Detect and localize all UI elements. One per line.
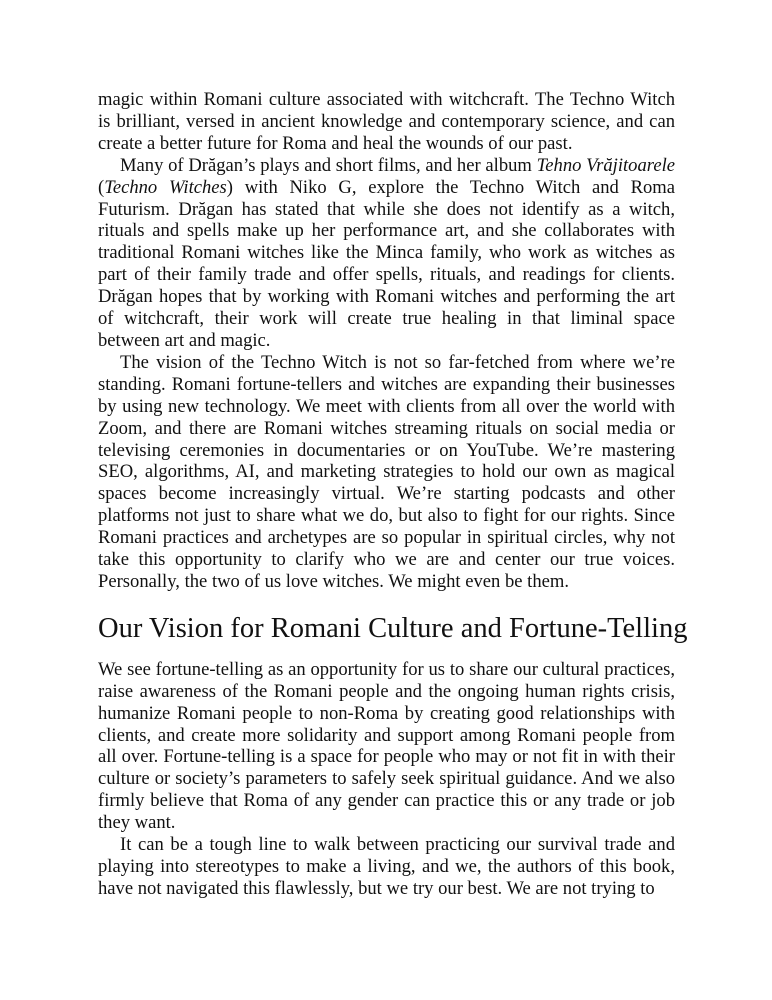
paragraph-text: Many of Drăgan’s plays and short films, and her album xyxy=(120,154,537,176)
album-title: Tehno Vrăjitoarele xyxy=(536,154,675,176)
paragraph-survival-trade: It can be a tough line to walk between practicing our survival trade and playing into stereotypes to make a living, and we, the authors of this book, have not navigated this flawlessly, but we try our best. We are not trying to xyxy=(98,834,675,899)
paragraph-fortune-telling-opportunity: We see fortune-telling as an opportunity for us to share our cultural practices, raise awareness of the Romani people and the ongoing human rights crisis, humanize Romani people to non-Roma by creating good relationships with clients, and create more solidarity and support among Romani people from all over. Fortune-telling is a space for people who may or not fit in with their culture or society’s parameters to safely seek spiritual guidance. And we also firmly believe that Roma of any gender can practice this or any trade or job they want. xyxy=(98,658,675,834)
album-translation: Techno Witches xyxy=(104,176,227,198)
paragraph-dragan-works xyxy=(98,155,675,352)
section-heading: Our Vision for Romani Culture and Fortune-Telling xyxy=(98,612,688,644)
paragraph-techno-witch-vision: The vision of the Techno Witch is not so far-fetched from where we’re standing. Romani fortune-tellers and witches are expanding their businesses by using new technology. We meet with clients from all over the world with Zoom, and there are Romani witches streaming rituals on social media or televising ceremonies in documentaries or on YouTube. We’re mastering SEO, algorithms, AI, and marketing strategies to hold our own as magical spaces become increasingly virtual. We’re starting podcasts and other platforms not just to share what we do, but also to fight for our rights. Since Romani practices and archetypes are so popular in spiritual circles, why not take this opportunity to clarify who we are and center our true voices. Personally, the two of us love witches. We might even be them. xyxy=(98,351,675,592)
paragraph-text: ( xyxy=(98,176,105,198)
paragraph-techno-witch-intro: magic within Romani culture associated with witchcraft. The Techno Witch is brilliant, versed in ancient knowledge and contemporary science, and can create a better future for Roma and heal the wounds of our past. xyxy=(98,89,675,154)
paragraph-text: ) with Niko G, explore the Techno Witch and Roma Futurism. Drăgan has stated that while she does not identify as a witch, rituals and spells make up her performance art, and she collaborates with traditional Romani witches like the Minca family, who work as witches as part of their family trade and offer spells, rituals, and readings for clients. Drăgan hopes that by working with Romani witches and performing the art of witchcraft, their work will create true healing in that liminal space between art and magic. xyxy=(98,176,675,351)
